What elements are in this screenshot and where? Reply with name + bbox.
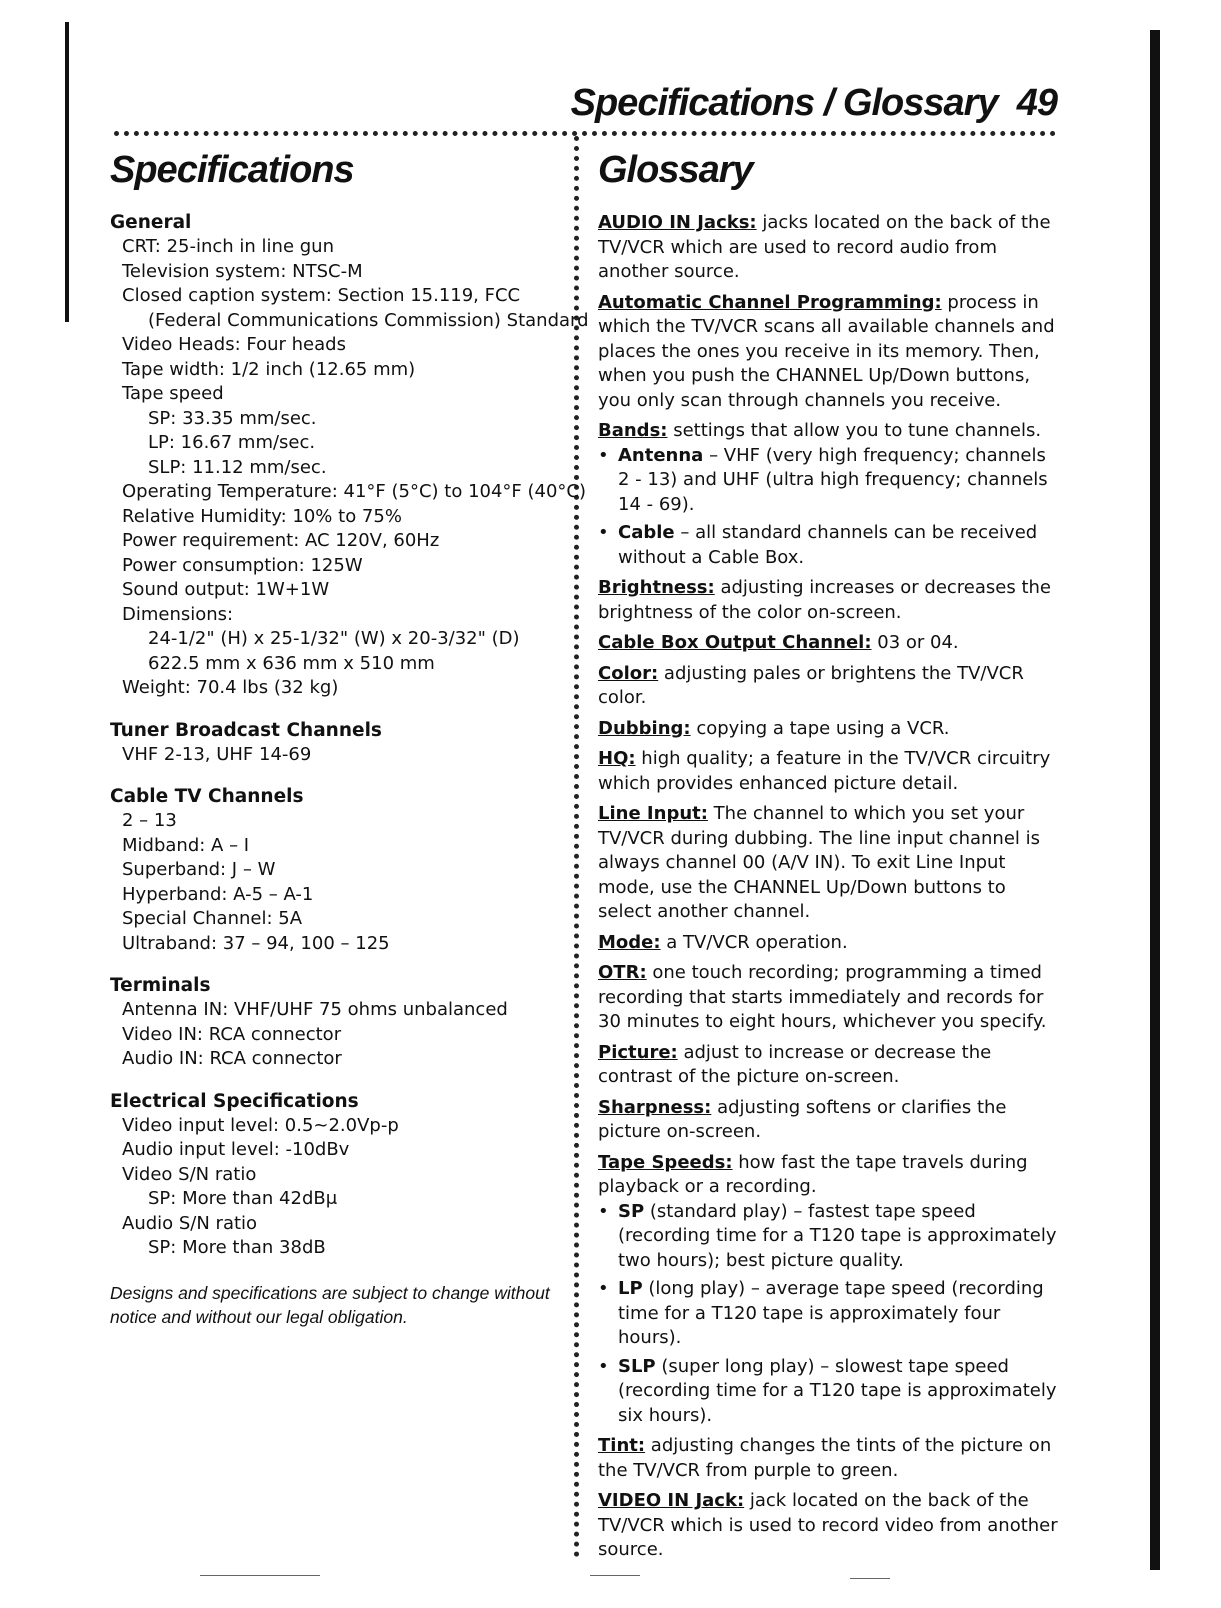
spec-section-title: General — [110, 212, 192, 233]
glossary-bullet-label: SLP — [618, 1355, 656, 1377]
glossary-title: Glossary — [598, 149, 753, 191]
spec-line: Video IN: RCA connector — [122, 1023, 342, 1045]
glossary-entry — [598, 1489, 1058, 1563]
spec-line: Midband: A – I — [122, 834, 250, 856]
spec-line: Ultraband: 37 – 94, 100 – 125 — [122, 932, 390, 954]
glossary-bullet-text: (standard play) – fastest tape speed (recording time for a T120 tape is approximately two hours); best picture quality. — [618, 1200, 1057, 1271]
glossary-bullet-label: SP — [618, 1200, 645, 1222]
glossary-entries — [598, 211, 1058, 1563]
glossary-entry — [598, 291, 1058, 414]
glossary-bullet — [598, 521, 1058, 570]
glossary-definition: adjust to increase or decrease the contrast of the picture on-screen. — [598, 1041, 992, 1087]
glossary-entry — [598, 419, 1058, 570]
glossary-bullet-label: LP — [618, 1278, 643, 1299]
glossary-definition: The channel to which you set your TV/VCR during dubbing. The line input channel is always channel 00 (A/V IN). To exit Line Input mode, use the CHANNEL Up/Down buttons to select another channel. — [598, 803, 1040, 922]
footer-rule-right — [850, 1578, 890, 1579]
specifications-column — [110, 145, 589, 1329]
spec-line: Tape speed — [122, 383, 224, 404]
glossary-term: VIDEO IN Jack: — [598, 1490, 745, 1511]
glossary-definition: settings that allow you to tune channels. — [667, 420, 1042, 441]
footer-rule-left — [200, 1575, 320, 1576]
glossary-definition: a TV/VCR operation. — [660, 931, 848, 953]
glossary-entry — [598, 576, 1058, 625]
glossary-definition: 03 or 04. — [871, 632, 959, 653]
glossary-entry — [598, 717, 1058, 742]
glossary-definition: how fast the tape travels during playback or a recording. — [598, 1151, 1028, 1197]
glossary-term: Bands: — [598, 420, 668, 441]
spec-line: Video S/N ratio — [122, 1163, 257, 1185]
spec-line: Power requirement: AC 120V, 60Hz — [122, 530, 440, 551]
glossary-bullet — [598, 1277, 1058, 1351]
glossary-column — [598, 145, 1058, 1569]
spec-line: Audio IN: RCA connector — [122, 1048, 342, 1069]
glossary-bullet — [598, 1200, 1058, 1274]
glossary-entry — [598, 1434, 1058, 1483]
glossary-term: Dubbing: — [598, 717, 691, 739]
glossary-entry — [598, 211, 1058, 285]
glossary-term: Color: — [598, 662, 659, 684]
bullet-icon: • — [598, 1278, 609, 1299]
spec-line: Dimensions: — [122, 603, 234, 625]
spec-line: Superband: J – W — [122, 859, 276, 880]
spec-section-title: Terminals — [110, 975, 211, 996]
page-number: 49 — [1016, 82, 1057, 124]
bullet-icon: • — [598, 1200, 609, 1222]
glossary-definition: adjusting softens or clarifies the picture on-screen. — [598, 1096, 1007, 1142]
spec-line: Video input level: 0.5~2.0Vp-p — [122, 1114, 399, 1136]
bullet-icon: • — [598, 1355, 609, 1377]
glossary-term: Tint: — [598, 1435, 646, 1456]
glossary-definition: adjusting pales or brightens the TV/VCR color. — [598, 662, 1024, 708]
spec-line: LP: 16.67 mm/sec. — [148, 432, 316, 453]
specifications-note: Designs and specifications are subject to change without notice and without our legal obligation. — [110, 1282, 550, 1327]
spec-line: Sound output: 1W+1W — [122, 579, 330, 600]
glossary-definition: adjusting increases or decreases the brightness of the color on-screen. — [598, 577, 1051, 623]
right-edge-bar — [1150, 30, 1160, 1570]
spec-section — [110, 719, 565, 768]
bullet-icon: • — [598, 444, 609, 466]
glossary-bullet-label: Cable — [618, 522, 675, 543]
glossary-bullet — [598, 444, 1058, 518]
glossary-definition: process in which the TV/VCR scans all available channels and places the ones you receive in its memory. Then, when you push the CHANNEL Up/Down buttons, you only scan through channels you receive. — [598, 291, 1055, 411]
glossary-entry — [598, 1151, 1058, 1429]
spec-line: (Federal Communications Commission) Standard — [148, 309, 589, 331]
spec-line: SP: More than 38dB — [148, 1237, 326, 1258]
glossary-entry — [598, 631, 1058, 656]
spec-line: 2 – 13 — [122, 810, 177, 831]
glossary-term: Brightness: — [598, 577, 715, 598]
glossary-definition: jack located on the back of the TV/VCR which is used to record video from another source. — [598, 1490, 1058, 1560]
spec-line: Antenna IN: VHF/UHF 75 ohms unbalanced — [122, 999, 508, 1020]
spec-line: Television system: NTSC-M — [122, 260, 363, 282]
spec-line: 24-1/2" (H) x 25-1/32" (W) x 20-3/32" (D) — [148, 628, 520, 649]
spec-line: SP: More than 42dBμ — [148, 1188, 338, 1209]
glossary-term: Tape Speeds: — [598, 1151, 733, 1173]
spec-line: 622.5 mm x 636 mm x 510 mm — [148, 652, 435, 674]
spec-section — [110, 1090, 565, 1261]
spec-line: Hyperband: A-5 – A-1 — [122, 883, 314, 905]
spec-line: Relative Humidity: 10% to 75% — [122, 505, 402, 527]
spec-line: Weight: 70.4 lbs (32 kg) — [122, 677, 339, 698]
glossary-entry — [598, 662, 1058, 711]
glossary-bullet-text: – VHF (very high frequency; channels 2 - 13) and UHF (ultra high frequency; channels 14 - 69). — [618, 444, 1048, 515]
left-edge-bar — [65, 22, 69, 322]
spec-line: Operating Temperature: 41°F (5°C) to 104°F (40°C) — [122, 481, 587, 502]
glossary-term: Cable Box Output Channel: — [598, 632, 872, 653]
spec-section-title: Tuner Broadcast Channels — [110, 719, 382, 741]
glossary-entry — [598, 961, 1058, 1035]
spec-line: Closed caption system: Section 15.119, FCC — [122, 285, 521, 306]
spec-section — [110, 211, 589, 701]
specifications-title: Specifications — [110, 149, 354, 191]
glossary-entry — [598, 1041, 1058, 1090]
spec-line: Video Heads: Four heads — [122, 334, 346, 355]
glossary-definition: jacks located on the back of the TV/VCR which are used to record audio from another source. — [598, 212, 1051, 282]
header-title: Specifications / Glossary — [570, 82, 998, 124]
glossary-term: Line Input: — [598, 803, 708, 824]
spec-section — [110, 785, 565, 956]
glossary-term: Mode: — [598, 931, 661, 953]
glossary-term: HQ: — [598, 748, 636, 769]
spec-line: SP: 33.35 mm/sec. — [148, 407, 317, 429]
glossary-entry — [598, 747, 1058, 796]
spec-line: VHF 2-13, UHF 14-69 — [122, 743, 312, 765]
glossary-term: Picture: — [598, 1041, 678, 1063]
glossary-definition: copying a tape using a VCR. — [690, 717, 950, 739]
spec-section-title: Cable TV Channels — [110, 786, 304, 807]
glossary-bullet-text: (super long play) – slowest tape speed (recording time for a T120 tape is approximately six hours). — [618, 1355, 1057, 1426]
bullet-icon: • — [598, 522, 609, 543]
column-divider — [574, 136, 579, 1558]
spec-line: Audio S/N ratio — [122, 1212, 258, 1234]
glossary-entry — [598, 931, 1058, 956]
glossary-bullet — [598, 1355, 1058, 1429]
spec-section-title: Electrical Specifications — [110, 1090, 359, 1112]
glossary-entry — [598, 802, 1058, 925]
header-dotted-rule — [114, 131, 1056, 136]
specifications-sections — [110, 211, 589, 1261]
glossary-bullet-text: – all standard channels can be received without a Cable Box. — [618, 522, 1038, 568]
glossary-term: Automatic Channel Programming: — [598, 291, 942, 313]
glossary-definition: high quality; a feature in the TV/VCR circuitry which provides enhanced picture detail. — [598, 748, 1051, 794]
spec-line: Tape width: 1/2 inch (12.65 mm) — [122, 358, 416, 380]
glossary-definition: adjusting changes the tints of the picture on the TV/VCR from purple to green. — [598, 1435, 1052, 1481]
spec-section — [110, 974, 565, 1072]
glossary-entry — [598, 1096, 1058, 1145]
glossary-definition: one touch recording; programming a timed recording that starts immediately and records for 30 minutes to eight hours, whichever you specify. — [598, 962, 1047, 1032]
glossary-term: OTR: — [598, 962, 647, 983]
spec-line: Audio input level: -10dBv — [122, 1139, 350, 1160]
glossary-term: AUDIO IN Jacks: — [598, 212, 757, 233]
glossary-bullet-text: (long play) – average tape speed (recording time for a T120 tape is approximately four hours). — [618, 1278, 1044, 1348]
glossary-term: Sharpness: — [598, 1096, 712, 1118]
spec-line: SLP: 11.12 mm/sec. — [148, 456, 327, 478]
spec-line: CRT: 25-inch in line gun — [122, 236, 334, 257]
page-header — [571, 82, 1057, 125]
footer-rule-center — [590, 1575, 640, 1576]
glossary-bullet-label: Antenna — [618, 444, 704, 466]
spec-line: Special Channel: 5A — [122, 908, 303, 929]
spec-line: Power consumption: 125W — [122, 554, 363, 576]
